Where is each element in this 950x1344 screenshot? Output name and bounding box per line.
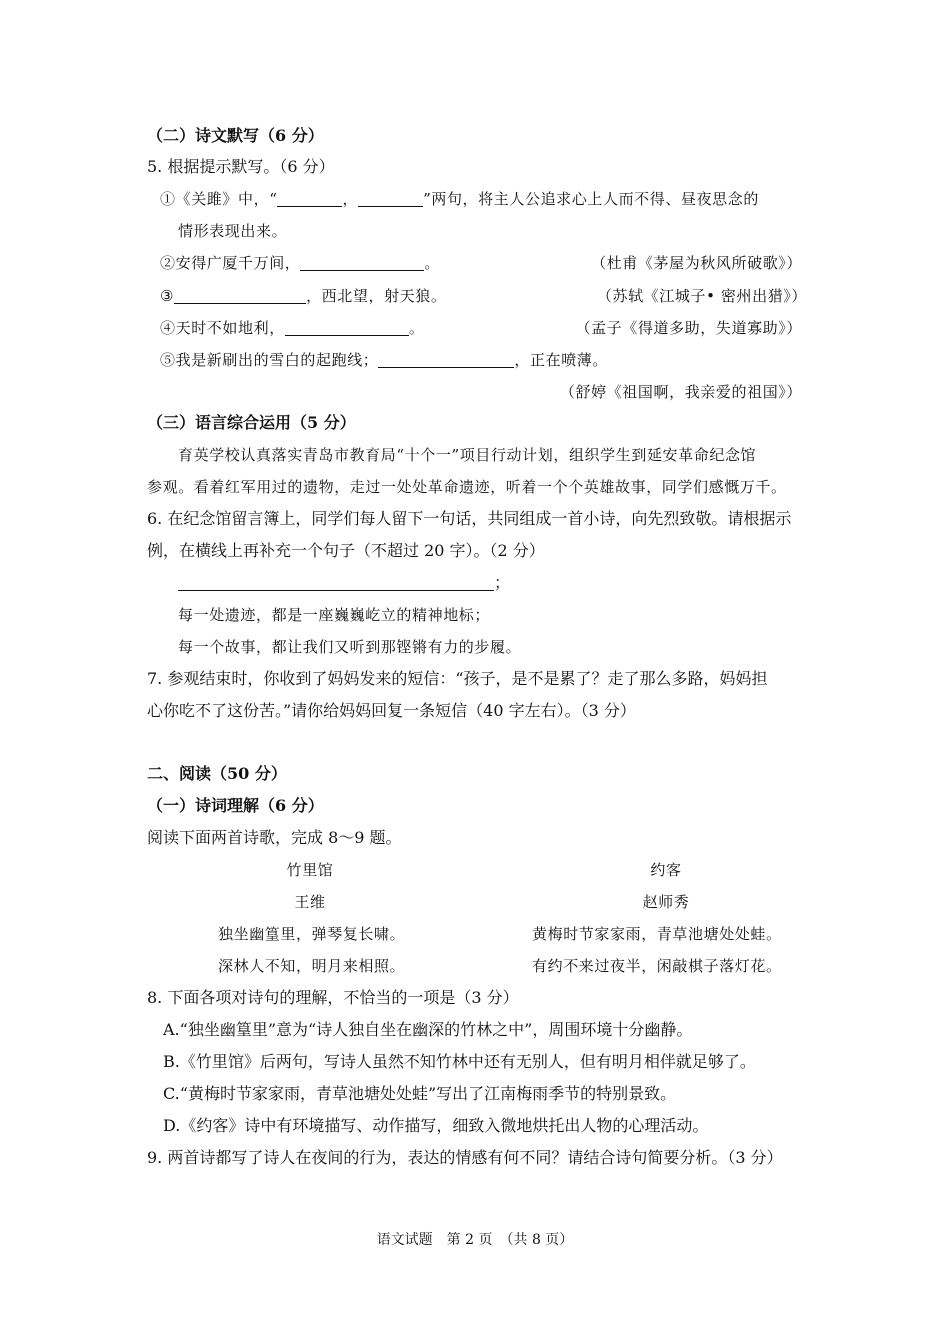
section-title-language-use: （三）语言综合运用（5 分） xyxy=(147,413,356,432)
question-7-line-2: 心你吃不了这份苦。”请你给妈妈回复一条短信（40 字左右）。（3 分） xyxy=(147,701,636,720)
section-title-poem-reading: （一）诗词理解（6 分） xyxy=(147,796,324,815)
answer-blank[interactable] xyxy=(285,319,409,336)
poem-2-line-1: 黄梅时节家家雨，青草池塘处处蛙。 xyxy=(532,925,782,943)
poem-2-title: 约客 xyxy=(650,861,682,879)
question-5-item-2-source: （杜甫《茅屋为秋风所破歌》） xyxy=(591,254,802,272)
answer-blank[interactable] xyxy=(174,287,306,304)
part-2-title: 二、阅读（50 分） xyxy=(147,764,287,783)
question-8-option-b: B.《竹里馆》后两句，写诗人虽然不知竹林中还有无别人，但有明月相伴就足够了。 xyxy=(163,1052,756,1071)
page-footer: 语文试题 第 2 页 （共 8 页） xyxy=(376,1232,574,1248)
answer-blank[interactable] xyxy=(300,254,424,271)
question-5-stem: 5. 根据提示默写。（6 分） xyxy=(147,157,335,176)
poem-1-line-2: 深林人不知，明月来相照。 xyxy=(218,957,406,975)
question-8-option-d: D.《约客》诗中有环境描写、动作描写，细致入微地烘托出人物的心理活动。 xyxy=(163,1116,709,1135)
poem-reading-intro: 阅读下面两首诗歌，完成 8～9 题。 xyxy=(147,828,402,847)
question-5-item-3: ③ ，西北望，射天狼。 xyxy=(160,287,447,305)
answer-blank[interactable] xyxy=(178,574,494,591)
answer-blank[interactable] xyxy=(378,351,514,368)
intro-paragraph-line-1: 育英学校认真落实青岛市教育局“十个一”项目行动计划，组织学生到延安革命纪念馆 xyxy=(178,446,757,464)
poem-2-line-2: 有约不来过夜半，闲敲棋子落灯花。 xyxy=(532,957,782,975)
question-7-line-1: 7. 参观结束时，你收到了妈妈发来的短信：“孩子，是不是累了？走了那么多路，妈妈担 xyxy=(147,669,768,688)
question-5-item-3-source: （苏轼《江城子• 密州出猎》） xyxy=(596,287,807,305)
answer-blank[interactable] xyxy=(358,190,423,207)
question-6-answer-line: ； xyxy=(178,573,510,593)
poem-1-title: 竹里馆 xyxy=(286,861,334,879)
poem-2-author: 赵师秀 xyxy=(642,893,690,911)
question-5-item-1: ①《关雎》中，“ ， ”两句，将主人公追求心上人而不得、昼夜思念的 xyxy=(160,190,759,208)
poem-1-author: 王维 xyxy=(294,893,326,911)
intro-paragraph-line-2: 参观。看着红军用过的遗物，走过一处处革命遗迹，听着一个个英雄故事，同学们感慨万千。 xyxy=(147,478,787,496)
question-5-item-4-source: （孟子《得道多助，失道寡助》） xyxy=(575,319,802,337)
question-5-item-2: ②安得广厦千万间， 。 xyxy=(160,254,441,272)
question-5-item-5-source: （舒婷《祖国啊，我亲爱的祖国》） xyxy=(559,383,802,401)
question-6-example-2: 每一个故事，都让我们又听到那铿锵有力的步履。 xyxy=(178,638,522,656)
question-8-stem: 8. 下面各项对诗句的理解，不恰当的一项是（3 分） xyxy=(147,988,519,1007)
question-5-item-5: ⑤我是新刷出的雪白的起跑线； ，正在喷薄。 xyxy=(160,351,609,369)
question-6-line-1: 6. 在纪念馆留言簿上，同学们每人留下一句话，共同组成一首小诗，向先烈致敬。请根据示 xyxy=(147,509,792,528)
question-8-option-a: A.“独坐幽篁里”意为“诗人独自坐在幽深的竹林之中”，周围环境十分幽静。 xyxy=(163,1020,693,1039)
question-8-option-c: C.“黄梅时节家家雨，青草池塘处处蛙”写出了江南梅雨季节的特别景致。 xyxy=(163,1084,677,1103)
poem-1-line-1: 独坐幽篁里，弹琴复长啸。 xyxy=(218,925,406,943)
answer-blank[interactable] xyxy=(277,190,342,207)
question-6-line-2: 例，在横线上再补充一个句子（不超过 20 字）。（2 分） xyxy=(147,541,545,560)
question-5-item-4: ④天时不如地利， 。 xyxy=(160,319,425,337)
section-title-poetry-dictation: （二）诗文默写（6 分） xyxy=(147,126,324,145)
question-6-example-1: 每一处遗迹，都是一座巍巍屹立的精神地标； xyxy=(178,606,491,624)
question-5-item-1-cont: 情形表现出来。 xyxy=(178,222,288,240)
question-9: 9. 两首诗都写了诗人在夜间的行为，表达的情感有何不同？请结合诗句简要分析。（3 分） xyxy=(147,1148,783,1167)
